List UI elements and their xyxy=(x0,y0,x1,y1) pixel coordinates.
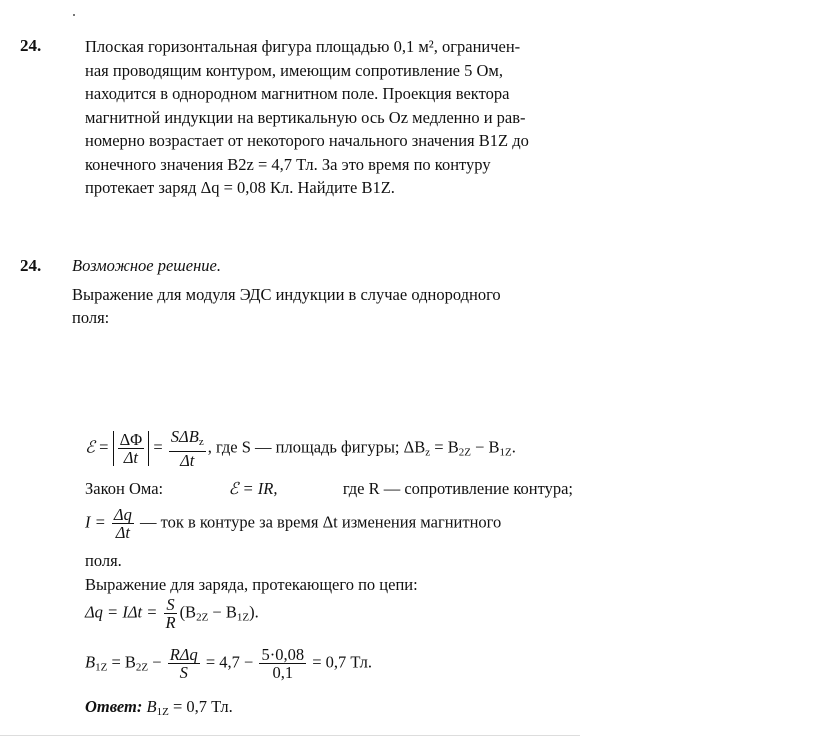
s: S xyxy=(166,595,175,614)
b1z-sub: 1Z xyxy=(499,446,512,459)
problem-line-1: Плоская горизонтальная фигура площадью 0,1 м², ограничен- xyxy=(85,37,521,56)
ohm-formula: ℰ = IR, xyxy=(228,479,278,498)
problem-line-7: протекает заряд Δq = 0,08 Кл. Найдите B1Z. xyxy=(85,178,395,197)
charge-mid: − B xyxy=(208,602,237,622)
ohm-text: где R — сопротивление контура; xyxy=(342,479,573,498)
answer-line xyxy=(85,697,233,718)
emf-symbol: ℰ xyxy=(85,437,95,457)
current-text: — ток в контуре за время Δt изменения магнитного xyxy=(139,512,502,532)
answer-sub: 1Z xyxy=(156,706,169,718)
dphi-dt-fraction xyxy=(118,431,145,466)
charge-s1z: 1Z xyxy=(236,611,250,624)
dq-dt-fraction xyxy=(112,506,134,541)
problem-line-3: находится в однородном магнитном поле. Проекция вектора xyxy=(85,84,510,103)
dt-3: Δt xyxy=(115,523,130,542)
dphi: ΔΦ xyxy=(119,430,143,449)
numeric-den: 0,1 xyxy=(272,663,294,682)
rdq-s-fraction xyxy=(168,646,200,681)
intro-line-2: поля: xyxy=(72,308,110,327)
sdb-sub: z xyxy=(198,436,204,448)
answer-label: Ответ: xyxy=(85,697,143,716)
scan-speck xyxy=(73,14,75,16)
current-cont: поля. xyxy=(85,551,122,570)
ohm-label: Закон Ома: xyxy=(85,479,164,498)
dq: Δq xyxy=(113,505,132,524)
b2z-sub: 2Z xyxy=(458,446,471,459)
charge-lhs: Δq = IΔt = xyxy=(85,602,158,622)
answer-b: B xyxy=(146,697,157,716)
charge-s2z: 2Z xyxy=(196,611,209,624)
emf-minus: − B xyxy=(470,437,500,457)
final-formula xyxy=(85,646,372,681)
problem-number: 24. xyxy=(20,36,42,55)
intro-line-1: Выражение для модуля ЭДС индукции в случае однородного xyxy=(72,285,501,304)
s-r-fraction xyxy=(163,596,177,631)
final-s1z: 1Z xyxy=(95,661,108,674)
db-sub: z xyxy=(425,446,431,459)
problem-line-5: номерно возрастает от некоторого начального значения B1Z до xyxy=(85,131,529,150)
problem-line-4: магнитной индукции на вертикальную ось Oz медленно и рав- xyxy=(85,107,526,127)
sdb-dt-fraction xyxy=(169,428,206,469)
sdb: SΔB xyxy=(170,427,199,446)
problem-text xyxy=(85,35,575,200)
problem-line-2: ная проводящим контуром, имеющим сопротивление 5 Ом, xyxy=(85,60,503,80)
ohm-line xyxy=(85,479,573,499)
emf-formula: ℰ = $\frac{\Delta\Phi}{\Delta t}$ = $\frac{S\Delta B_z}{\Delta t}$ , где S — площадь фигуры; $\Delta B_z = B_{2Z} - B_{1Z}$. xyxy=(85,427,516,470)
final-s2z: 2Z xyxy=(135,661,149,674)
problem-line-6: конечного значения B2z = 4,7 Тл. За это время по контуру xyxy=(85,154,491,174)
solution-heading: Возможное решение. xyxy=(72,256,221,275)
final-eq: = B xyxy=(107,652,136,672)
emf-end: . xyxy=(511,437,516,457)
abs-bars xyxy=(113,431,150,466)
answer-rest: = 0,7 Тл. xyxy=(168,697,233,716)
current-lhs: I = xyxy=(85,512,106,532)
final-lhs: B xyxy=(85,652,96,672)
charge-end: ). xyxy=(249,602,259,622)
dt: Δt xyxy=(123,448,139,467)
numeric-num: 5·0,08 xyxy=(261,645,305,664)
charge-rest: (B xyxy=(179,602,197,622)
current-formula xyxy=(85,506,501,541)
emf-tail: = B xyxy=(430,437,459,457)
dt-2: Δt xyxy=(180,451,195,470)
bottom-rule xyxy=(0,735,580,736)
rdq: RΔq xyxy=(169,645,198,664)
numeric-fraction xyxy=(259,646,306,681)
final-result: = 0,7 Тл. xyxy=(312,652,372,672)
emf-text: , где S — площадь фигуры; ΔB xyxy=(207,437,426,457)
r: R xyxy=(165,613,176,632)
solution-number: 24. xyxy=(20,256,42,275)
final-mid: = 4,7 − xyxy=(205,652,254,672)
s-2: S xyxy=(179,663,188,682)
final-minus: − xyxy=(148,652,162,672)
charge-formula xyxy=(85,596,259,631)
charge-intro: Выражение для заряда, протекающего по цепи: xyxy=(85,575,418,594)
